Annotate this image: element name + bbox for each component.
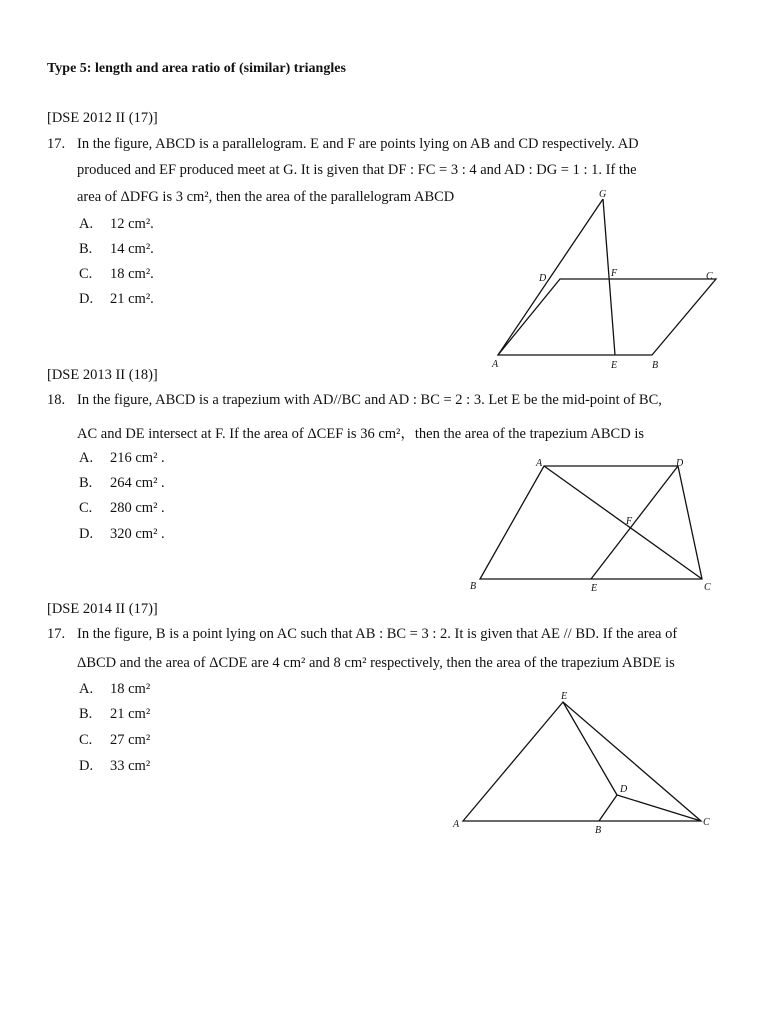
option-key: A.: [79, 216, 94, 232]
option-key: D.: [79, 291, 94, 307]
option-text: 27 cm²: [110, 732, 151, 748]
option-key: C.: [79, 500, 93, 516]
label-a: A: [453, 819, 460, 830]
label-b: B: [470, 581, 477, 592]
label-c: C: [703, 817, 710, 828]
label-e: E: [561, 691, 568, 702]
line-ed: [563, 702, 617, 795]
parallelogram-abcd: [498, 279, 716, 355]
option-text: 280 cm² .: [110, 500, 165, 516]
label-a: A: [492, 359, 499, 370]
line-dc: [617, 795, 701, 821]
question-3-option-b[interactable]: [79, 706, 150, 723]
question-3-line-1: In the figure, B is a point lying on AC such that AB : BC = 3 : 2. It is given that AE // BD. If the area of: [77, 626, 678, 642]
option-text: 21 cm².: [110, 291, 154, 307]
question-1-source: [DSE 2012 II (17)]: [47, 110, 158, 126]
label-b: B: [652, 360, 659, 371]
trapezium-abcd: [480, 466, 702, 579]
option-text: 33 cm²: [110, 758, 151, 774]
question-2-option-c[interactable]: [79, 500, 165, 517]
label-e: E: [591, 583, 598, 594]
option-key: D.: [79, 526, 94, 542]
option-text: 320 cm² .: [110, 526, 165, 542]
option-text: 216 cm² .: [110, 450, 165, 466]
parallelogram-figure: [480, 185, 720, 375]
question-1-line-2: produced and EF produced meet at G. It is given that DF : FC = 3 : 4 and AD : DG = 1 : 1. If the: [77, 162, 637, 178]
option-text: 18 cm²: [110, 681, 151, 697]
question-2-source: [DSE 2013 II (18)]: [47, 367, 158, 383]
question-2-number: 18.: [47, 392, 66, 408]
label-c: C: [704, 582, 711, 593]
option-key: A.: [79, 450, 94, 466]
question-3-option-c[interactable]: [79, 732, 150, 749]
label-b: B: [595, 825, 602, 836]
option-key: B.: [79, 706, 93, 722]
option-text: 18 cm².: [110, 266, 154, 282]
question-1-number: 17.: [47, 136, 66, 152]
label-d: D: [676, 458, 684, 469]
triangle-figure: [445, 685, 720, 845]
line-bd: [599, 795, 617, 821]
line-ag: [498, 199, 603, 355]
line-de: [591, 466, 678, 579]
option-text: 264 cm² .: [110, 475, 165, 491]
question-3-line-2: ΔBCD and the area of ΔCDE are 4 cm² and 8 cm² respectively, then the area of the trapezium ABDE is: [77, 655, 675, 671]
label-a: A: [536, 458, 543, 469]
question-3-option-a[interactable]: [79, 681, 150, 698]
page-title: Type 5: length and area ratio of (similar) triangles: [47, 61, 346, 76]
line-ac: [544, 466, 702, 579]
label-c: C: [706, 271, 713, 282]
question-3-number: 17.: [47, 626, 66, 642]
option-key: D.: [79, 758, 94, 774]
option-key: B.: [79, 475, 93, 491]
question-2-line-2: AC and DE intersect at F. If the area of ΔCEF is 36 cm²，then the area of the trapezium ABCD is: [77, 426, 644, 442]
label-d: D: [620, 784, 628, 795]
option-text: 21 cm²: [110, 706, 151, 722]
option-key: C.: [79, 266, 93, 282]
option-text: 12 cm².: [110, 216, 154, 232]
question-1-option-c[interactable]: [79, 266, 154, 283]
question-3-option-d[interactable]: [79, 758, 150, 775]
option-text: 14 cm².: [110, 241, 154, 257]
option-key: C.: [79, 732, 93, 748]
label-g: G: [599, 189, 607, 200]
option-key: A.: [79, 681, 94, 697]
question-1-option-b[interactable]: [79, 241, 154, 258]
triangle-ace: [463, 702, 701, 821]
label-d: D: [539, 273, 547, 284]
question-2-option-b[interactable]: [79, 475, 165, 492]
question-2-line-1: In the figure, ABCD is a trapezium with AD//BC and AD : BC = 2 : 3. Let E be the mid-point of BC,: [77, 392, 662, 408]
label-e: E: [611, 360, 618, 371]
question-2-option-a[interactable]: [79, 450, 165, 467]
option-key: B.: [79, 241, 93, 257]
question-1-line-1: In the figure, ABCD is a parallelogram. E and F are points lying on AB and CD respectively. AD: [77, 136, 639, 152]
question-1-option-a[interactable]: [79, 216, 154, 233]
label-f: F: [626, 516, 633, 527]
question-3-source: [DSE 2014 II (17)]: [47, 601, 158, 617]
question-1-line-3: area of ΔDFG is 3 cm², then the area of the parallelogram ABCD: [77, 189, 455, 205]
question-2-option-d[interactable]: [79, 526, 165, 543]
question-1-option-d[interactable]: [79, 291, 154, 308]
trapezium-figure: [460, 455, 725, 595]
label-f: F: [611, 268, 618, 279]
